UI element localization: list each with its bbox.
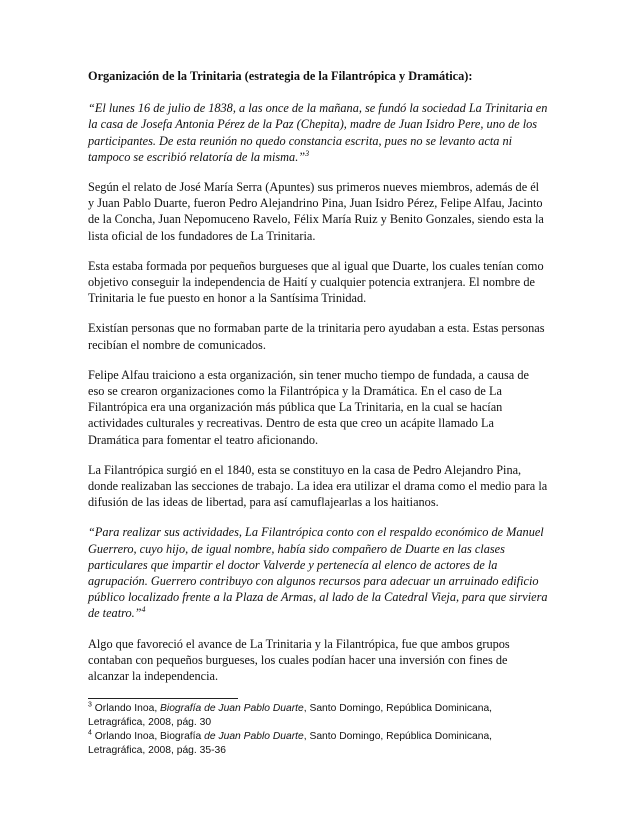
body-paragraph: Existían personas que no formaban parte de la trinitaria pero ayudaban a esta. Estas personas recibían el nombre de comunicados. [88,321,545,352]
footnote-reference[interactable]: 3 [305,148,310,158]
quote-paragraph-2 [88,524,548,621]
footnote-details: , Santo Domingo, República Dominicana, Letragráfica, 2008, pág. 30 [88,703,493,728]
footnote-author: Orlando Inoa, Biografía [94,731,205,743]
closing-paragraph: Algo que favoreció el avance de La Trinitaria y la Filantrópica, fue que ambos grupos contaban con pequeños burgueses, los cuales podían hacer una inversión con fines de alcanzar la independencia. [88,636,510,684]
document-body [88,68,548,698]
footnote-author: Orlando Inoa, [94,703,161,714]
footnote-number: 3 [88,701,92,709]
footnote-reference[interactable]: 4 [141,605,146,615]
quote-text: “El lunes 16 de julio de 1838, a las once de la mañana, se fundó la sociedad La Trinitaria en la casa de Josefa Antonia Pérez de la Paz (Chepita), madre de Juan Isidro Pere, uno de los participantes. De esta reunión no quedo constancia escrita, pues no se levanto acta ni tampoco se escribió relatoría de la misma.” [88,101,548,164]
footnote [88,702,548,729]
footnote-book-title: Biografía de Juan Pablo Duarte [160,703,304,714]
body-paragraph: La Filantrópica surgió en el 1840, esta se constituyo en la casa de Pedro Alejandro Pina, donde realizaban las secciones de trabajo. La idea era utilizar el drama como el medio para la difusión de las ideas de libertad, para así camuflajearlas a los haitianos. [88,462,548,510]
footnote [88,730,548,757]
quote-paragraph-1 [88,100,548,165]
section-heading: Organización de la Trinitaria (estrategia de la Filantrópica y Dramática): [88,69,473,83]
body-paragraph: Esta estaba formada por pequeños burgueses que al igual que Duarte, los cuales tenían como objetivo conseguir la independencia de Haití y cualquier potencia extranjera. El nombre de Trinitaria le fue puesto en honor a la Santísima Trinidad. [88,258,544,306]
body-paragraph: Felipe Alfau traiciono a esta organización, sin tener mucho tiempo de fundada, a causa de eso se crearon organizaciones como la Filantrópica y la Dramática. En el caso de La Filantrópica era una organización más pública que La Trinitaria, en la cual se hacían actividades culturales y recreativas. Dentro de esta que creo un acápite llamado La Dramática para fomentar el teatro aficionando. [88,367,529,447]
footnote-number: 4 [88,729,92,737]
footnote-book-title: de Juan Pablo Duarte [204,731,304,743]
footnote-separator [88,698,238,699]
body-paragraph: Según el relato de José María Serra (Apuntes) sus primeros nueves miembros, además de él y Juan Pablo Duarte, fueron Pedro Alejandrino Pina, Juan Isidro Pérez, Felipe Alfau, Jacinto de la Concha, Juan Nepomuceno Ravelo, Félix María Ruiz y Benito Gonzales, siendo esta la lista oficial de los fundadores de La Trinitaria. [88,180,544,243]
footnote-details: , Santo Domingo, República Dominicana, Letragráfica, 2008, pág. 35-36 [88,731,493,756]
quote-text: “Para realizar sus actividades, La Filantrópica conto con el respaldo económico de Manuel Guerrero, cuyo hijo, de igual nombre, había sido compañero de Duarte en las clases particulares que impartir el doctor Valverde y pertenecía al elenco de actores de la agrupación. Guerrero contribuyo con algunos recursos para adecuar un arruinado edificio público localizado frente a la Plaza de Armas, al lado de la Catedral Vieja, para que sirviera de teatro.” [88,525,548,621]
footnotes [88,702,548,758]
